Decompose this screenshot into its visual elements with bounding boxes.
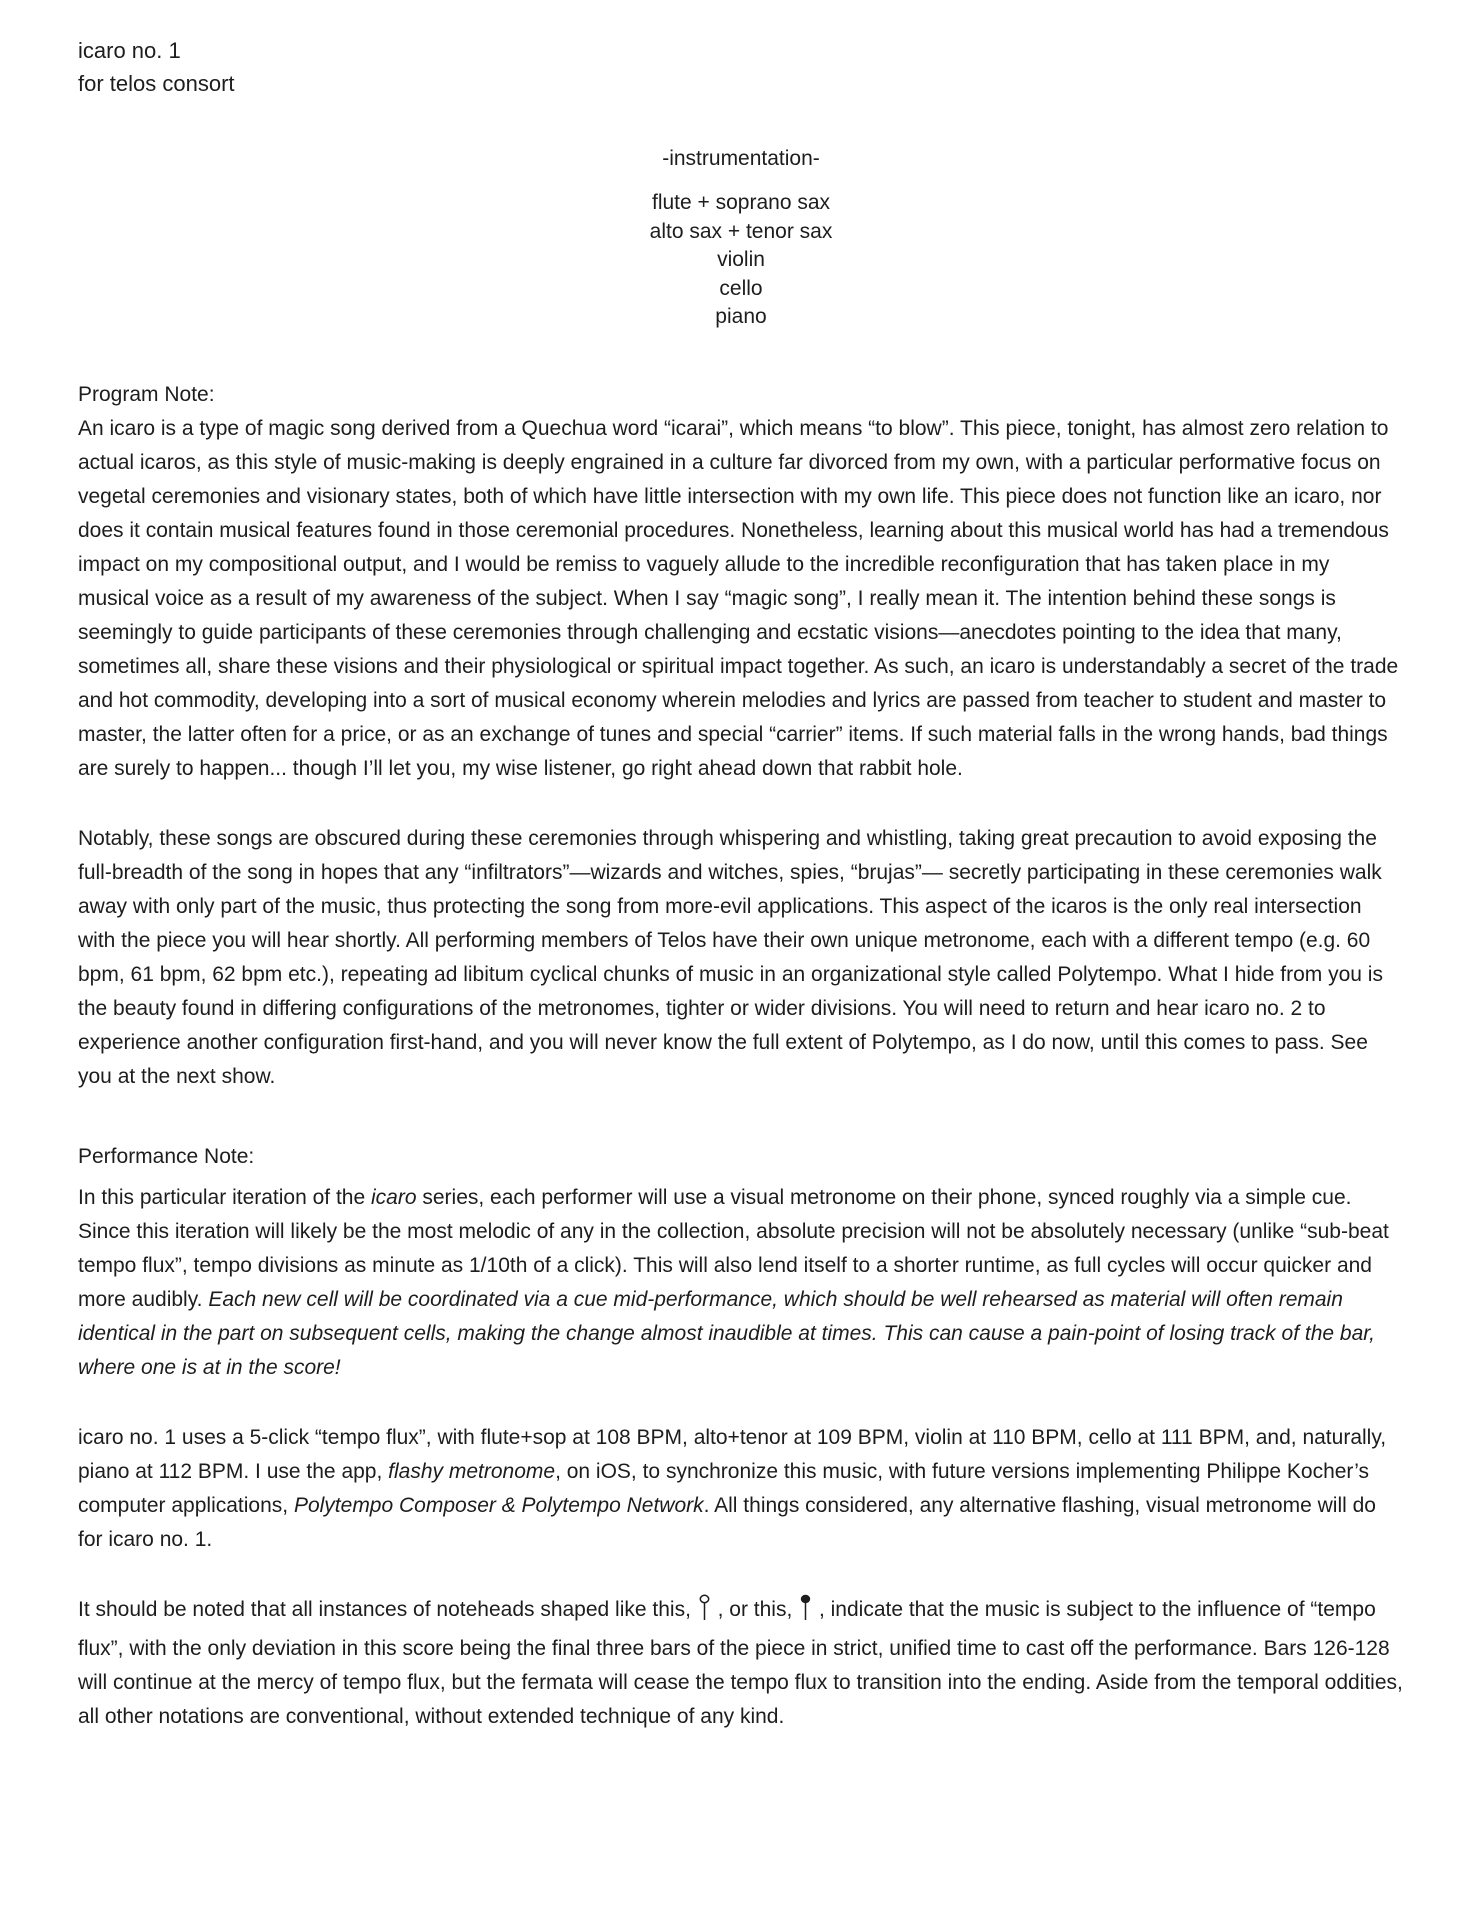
performance-note-heading: Performance Note: [78,1145,255,1169]
text-run: , on iOS, to synchronize this music, with future versions implementing Philippe Kocher’s computer applications, [78,1460,1369,1518]
instrumentation-line: alto sax + tenor sax [649,219,833,243]
instrumentation-list [78,189,1404,332]
instrumentation-line: piano [715,305,767,329]
text-run: In this particular iteration of the [78,1186,371,1210]
instrumentation-line: flute + soprano sax [651,191,831,215]
text-run-italic: flashy metronome [388,1460,556,1484]
text-run: It should be noted that all instances of noteheads shaped like this, [78,1598,697,1622]
text-run: series, each performer will use a visual metronome on their phone, synced roughly via a simple cue. Since this iteration will likely be the most melodic of any in the collection, absolute precision will not be absolutely necessary (unlike “sub-beat tempo flux”, tempo divisions as minute as 1/10th of a click). This will also lend itself to a shorter runtime, as full cycles will occur quicker and more audibly. [78,1186,1389,1312]
text-run: . All things considered, any alternative flashing, visual metronome will do for icaro no. 1. [78,1494,1376,1552]
performance-note-section [78,1140,1404,1734]
open-notehead-icon [699,1594,710,1632]
text-run-italic: icaro [371,1186,417,1210]
title-block [78,34,1404,100]
performance-note-paragraph-3 [78,1593,1404,1734]
text-run: , indicate that the music is subject to the influence of “tempo flux”, with the only deviation in this score being the final three bars of the piece in strict, unified time to cast off the performance. Bars 126-128 will continue at the mercy of tempo flux, but the fermata will cease the tempo flux to transition into the ending. Aside from the temporal oddities, all other notations are conventional, without extended technique of any kind. [78,1598,1403,1729]
program-note-paragraph-2: Notably, these songs are obscured during these ceremonies through whispering and whistling, taking great precaution to avoid exposing the full-breadth of the song in hopes that any “infiltrators”—wizards and witches, spies, “brujas”— secretly participating in these ceremonies walk away with only part of the music, thus protecting the song from more-evil applications. This aspect of the icaros is the only real intersection with the piece you will hear shortly. All performing members of Telos have their own unique metronome, each with a different tempo (e.g. 60 bpm, 61 bpm, 62 bpm etc.), repeating ad libitum cyclical chunks of music in an organizational style called Polytempo. What I hide from you is the beauty found in differing configurations of the metronomes, tighter or wider divisions. You will need to return and hear icaro no. 2 to experience another configuration first-hand, and you will never know the full extent of Polytempo, as I do now, until this comes to pass. See you at the next show. [78,826,1383,1089]
instrumentation-section [78,142,1404,332]
performance-note-paragraph-1 [78,1181,1404,1385]
performance-note-paragraph-2 [78,1421,1404,1557]
program-note-section [78,378,1404,1094]
instrumentation-heading: -instrumentation- [662,147,820,170]
text-run-italic: Each new cell will be coordinated via a cue mid-performance, which should be well rehearsed as material will often remain identical in the part on subsequent cells, making the change almost inaudible at times. This can cause a pain-point of losing track of the bar, where one is at in the score! [78,1288,1375,1380]
program-note-paragraph-1: An icaro is a type of magic song derived from a Quechua word “icarai”, which means “to blow”. This piece, tonight, has almost zero relation to actual icaros, as this style of music-making is deeply engrained in a culture far divorced from my own, with a particular performative focus on vegetal ceremonies and visionary states, both of which have little intersection with my own life. This piece does not function like an icaro, nor does it contain musical features found in those ceremonial procedures. Nonetheless, learning about this musical world has had a tremendous impact on my compositional output, and I would be remiss to vaguely allude to the incredible reconfiguration that has taken place in my musical voice as a result of my awareness of the subject. When I say “magic song”, I really mean it. The intention behind these songs is seemingly to guide participants of these ceremonies through challenging and ecstatic visions—anecdotes pointing to the idea that many, sometimes all, share these visions and their physiological or spiritual impact together. As such, an icaro is understandably a secret of the trade and hot commodity, developing into a sort of musical economy wherein melodies and lyrics are passed from teacher to student and master to master, the latter often for a price, or as an exchange of tunes and special “carrier” items. If such material falls in the wrong hands, bad things are surely to happen... though I’ll let you, my wise listener, go right ahead down that rabbit hole. [78,416,1399,780]
program-note-heading: Program Note: [78,382,215,406]
text-run: , or this, [711,1598,799,1622]
instrumentation-line: violin [717,248,765,272]
text-run: icaro no. 1 uses a 5-click “tempo flux”, with flute+sop at 108 BPM, alto+tenor at 109 BPM, violin at 110 BPM, cello at 111 BPM, and, naturally, piano at 112 BPM. I use the app, [78,1426,1387,1484]
filled-notehead-icon [800,1594,811,1632]
piece-dedication: for telos consort [78,71,235,96]
text-run-italic: Polytempo Composer & Polytempo Network [293,1494,704,1518]
instrumentation-line: cello [719,276,763,300]
piece-title: icaro no. 1 [78,38,181,63]
